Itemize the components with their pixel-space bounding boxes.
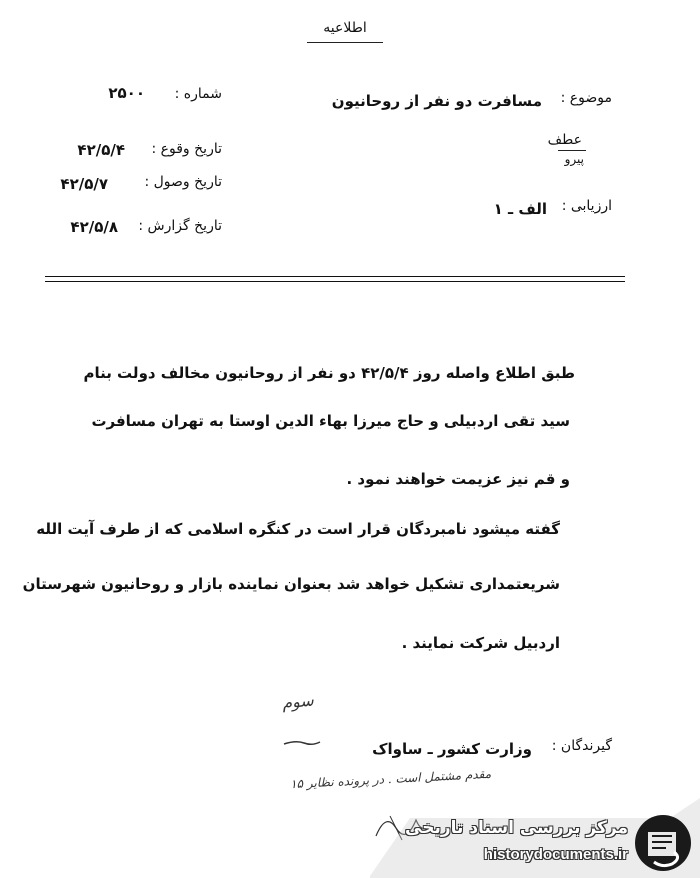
- watermark-title: مرکز بررسی اسناد تاریخی: [405, 818, 628, 838]
- title-underline: [307, 42, 383, 43]
- subject-value: مسافرت دو نفر از روحانیون: [331, 92, 542, 110]
- occurrence-date-label: تاریخ وقوع :: [151, 141, 222, 157]
- followup-label: پیرو: [564, 152, 584, 166]
- document-title: اطلاعیه: [323, 20, 367, 36]
- handwritten-note-1: سوم: [281, 690, 315, 713]
- evaluation-value: الف ـ ۱: [493, 200, 547, 218]
- report-date-value: ۴۲/۵/۸: [70, 218, 118, 236]
- recipients-label: گیرندگان :: [551, 738, 612, 754]
- body-line-6: اردبیل شرکت نمایند .: [401, 634, 560, 652]
- number-label: شماره :: [174, 86, 222, 102]
- reference-label: عطف: [547, 132, 582, 148]
- body-line-1: طبق اطلاع واصله روز ۴۲/۵/۴ دو نفر از روحانیون مخالف دولت بنام: [83, 364, 575, 382]
- handwritten-note-2: مقدم مشتمل است . در پرونده نظایر ۱۵: [289, 766, 492, 792]
- archive-logo-icon: [632, 812, 694, 874]
- subject-label: موضوع :: [560, 90, 612, 106]
- reference-rule: [558, 150, 586, 151]
- number-value: ۲۵۰۰: [108, 84, 145, 102]
- body-line-5: شریعتمداری تشکیل خواهد شد بعنوان نماینده بازار و روحانیون شهرستان: [22, 575, 560, 593]
- watermark-url: historydocuments.ir: [483, 846, 628, 863]
- body-line-4: گفته میشود نامبردگان قرار است در کنگره اسلامی که از طرف آیت الله: [36, 520, 560, 538]
- body-line-3: و قم نیز عزیمت خواهند نمود .: [346, 470, 570, 488]
- receipt-date-value: ۴۲/۵/۷: [60, 175, 108, 193]
- report-date-label: تاریخ گزارش :: [138, 218, 222, 234]
- receipt-date-label: تاریخ وصول :: [144, 174, 222, 190]
- evaluation-label: ارزیابی :: [561, 198, 612, 214]
- header-divider: [45, 276, 625, 282]
- body-line-2: سید تقی اردبیلی و حاج میرزا بهاء الدین اوستا به تهران مسافرت: [91, 412, 570, 430]
- recipients-value: وزارت کشور ـ ساواک: [372, 740, 532, 758]
- handwritten-dash: [282, 736, 322, 750]
- occurrence-date-value: ۴۲/۵/۴: [77, 141, 125, 159]
